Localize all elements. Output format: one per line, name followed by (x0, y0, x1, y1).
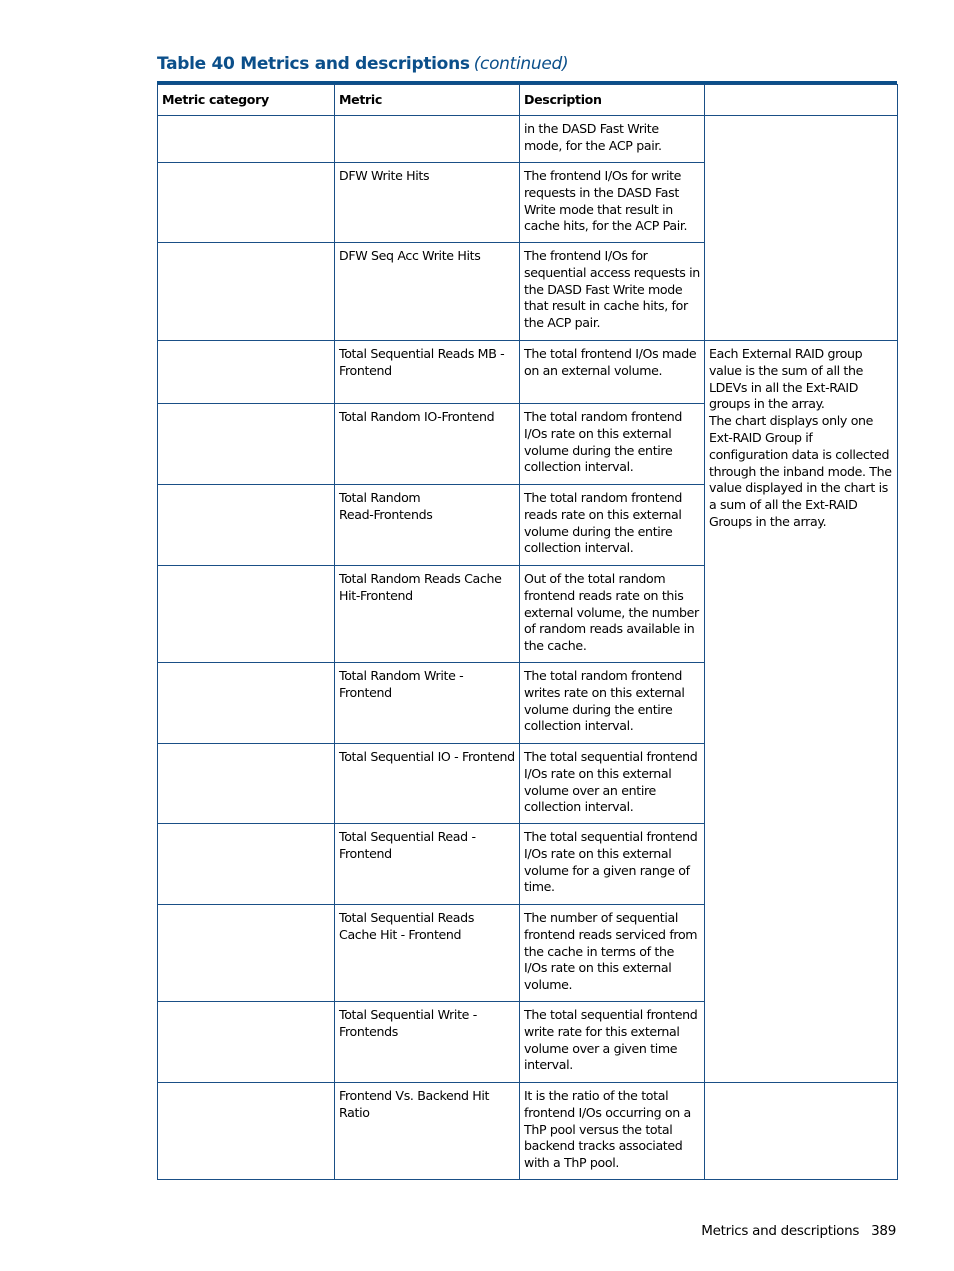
cell-category (158, 163, 335, 243)
page-number: 389 (871, 1223, 896, 1239)
header-metric: Metric (335, 85, 520, 116)
page-footer (701, 1223, 896, 1239)
cell-category (158, 566, 335, 663)
cell-notes (705, 116, 898, 341)
cell-category (158, 341, 335, 404)
cell-category (158, 663, 335, 744)
cell-description: The total sequential frontend I/Os rate on this external volume for a given range of time. (520, 824, 705, 905)
footer-section-title: Metrics and descriptions (701, 1223, 860, 1239)
cell-category (158, 116, 335, 163)
cell-description: The total random frontend I/Os rate on this external volume during the entire collection interval. (520, 404, 705, 485)
cell-description: The frontend I/Os for sequential access requests in the DASD Fast Write mode that result in cache hits, for the ACP pair. (520, 243, 705, 341)
cell-description: The frontend I/Os for write requests in the DASD Fast Write mode that result in cache hits, for the ACP Pair. (520, 163, 705, 243)
table-row (158, 1083, 898, 1180)
cell-description: It is the ratio of the total frontend I/Os occurring on a ThP pool versus the total backend tracks associated with a ThP pool. (520, 1083, 705, 1180)
cell-description: The total sequential frontend write rate for this external volume over a given time interval. (520, 1002, 705, 1083)
cell-metric: Frontend Vs. Backend Hit Ratio (335, 1083, 520, 1180)
cell-description: in the DASD Fast Write mode, for the ACP pair. (520, 116, 705, 163)
cell-metric: DFW Seq Acc Write Hits (335, 243, 520, 341)
cell-description: The total frontend I/Os made on an external volume. (520, 341, 705, 404)
table-caption (157, 54, 568, 74)
cell-category (158, 744, 335, 824)
cell-category (158, 404, 335, 485)
cell-description: Out of the total random frontend reads rate on this external volume, the number of random reads available in the cache. (520, 566, 705, 663)
cell-category (158, 1002, 335, 1083)
cell-metric (335, 116, 520, 163)
header-notes (705, 85, 898, 116)
cell-metric: Total Sequential IO - Frontend (335, 744, 520, 824)
cell-metric: Total Random Write - Frontend (335, 663, 520, 744)
cell-metric: Total Random Reads Cache Hit-Frontend (335, 566, 520, 663)
cell-description: The total random frontend writes rate on this external volume during the entire collection interval. (520, 663, 705, 744)
table-row (158, 341, 898, 404)
cell-notes: Each External RAID group value is the sum of all the LDEVs in all the Ext-RAID groups in the array. The chart displays only one Ext-RAID Group if configuration data is collected through the inband mode. The value displayed in the chart is a sum of all the Ext-RAID Groups in the array. (705, 341, 898, 1083)
cell-category (158, 485, 335, 566)
cell-metric: Total Sequential Write - Frontends (335, 1002, 520, 1083)
table-title: Table 40 Metrics and descriptions (157, 54, 470, 74)
header-description: Description (520, 85, 705, 116)
cell-category (158, 243, 335, 341)
table-header-row (158, 85, 898, 116)
cell-metric: Total Sequential Reads MB - Frontend (335, 341, 520, 404)
cell-description: The total sequential frontend I/Os rate on this external volume over an entire collection interval. (520, 744, 705, 824)
cell-metric: Total Random IO-Frontend (335, 404, 520, 485)
cell-notes (705, 1083, 898, 1180)
cell-metric: Total Sequential Read - Frontend (335, 824, 520, 905)
cell-category (158, 824, 335, 905)
cell-metric: Total Random Read-Frontends (335, 485, 520, 566)
header-metric-category: Metric category (158, 85, 335, 116)
cell-metric: Total Sequential Reads Cache Hit - Frontend (335, 905, 520, 1002)
cell-category (158, 1083, 335, 1180)
cell-description: The number of sequential frontend reads serviced from the cache in terms of the I/Os rate on this external volume. (520, 905, 705, 1002)
cell-category (158, 905, 335, 1002)
cell-description: The total random frontend reads rate on this external volume during the entire collection interval. (520, 485, 705, 566)
metrics-table (157, 84, 898, 1180)
cell-metric: DFW Write Hits (335, 163, 520, 243)
table-row (158, 116, 898, 163)
table-continued-label: (continued) (473, 54, 569, 74)
